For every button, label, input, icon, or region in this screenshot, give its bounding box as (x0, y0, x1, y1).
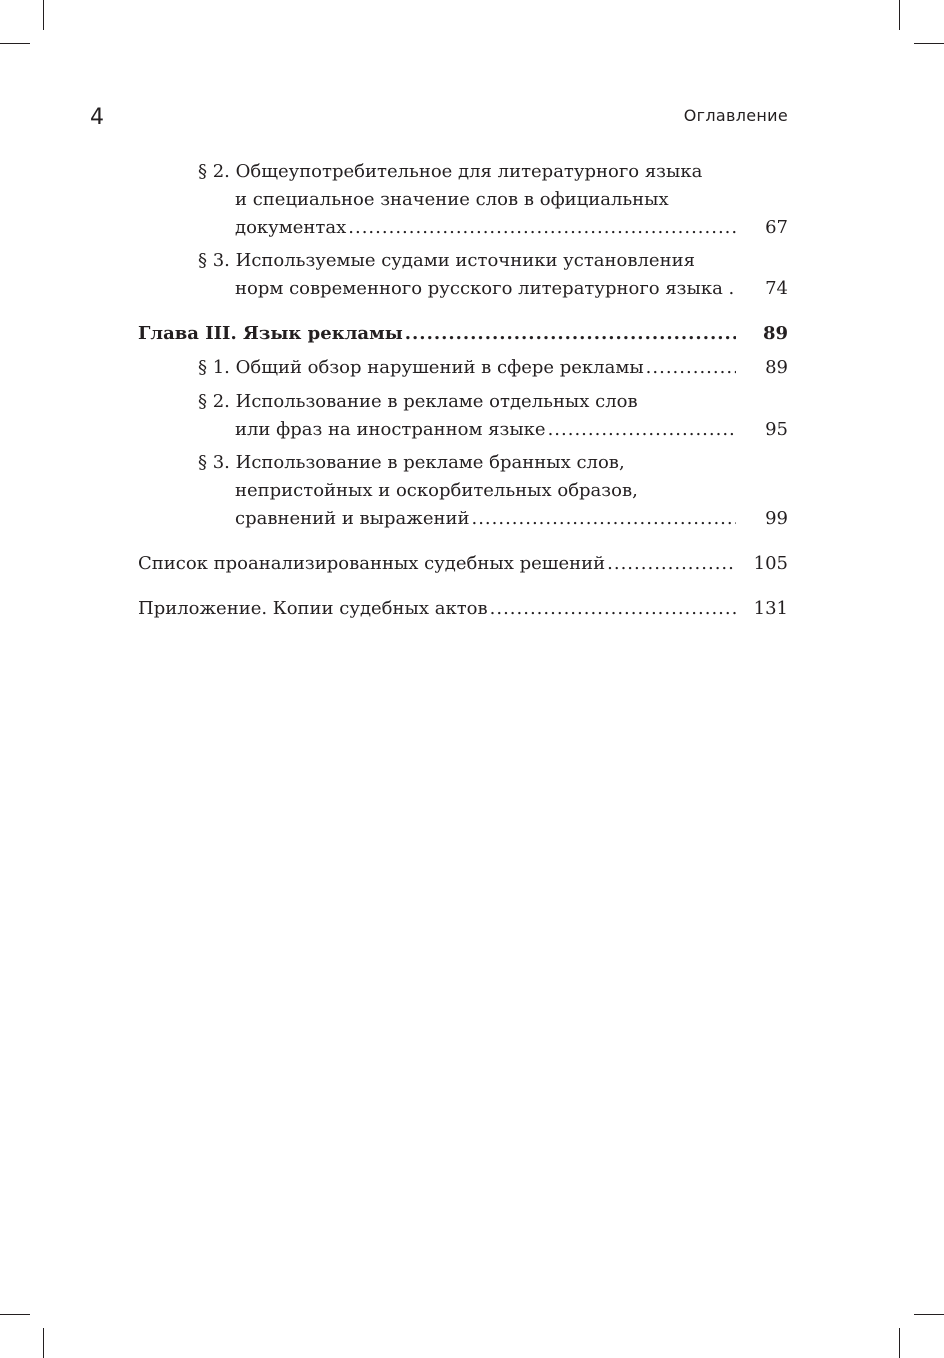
running-head: Оглавление (683, 106, 788, 125)
page-number: 4 (90, 105, 104, 130)
toc-entry-page: 99 (765, 508, 788, 529)
toc-entry-title-line: Приложение. Копии судебных актов (138, 598, 488, 619)
toc-entry-title-line: непристойных и оскорбительных образов, (235, 480, 638, 501)
toc-entry[interactable] (138, 449, 788, 533)
toc-entry-page: 67 (765, 217, 788, 238)
crop-mark (899, 1328, 900, 1358)
crop-mark (914, 43, 944, 44)
crop-mark (43, 0, 44, 30)
toc-entry-title-line: или фраз на иностранном языке (235, 419, 546, 440)
toc-entry[interactable] (138, 158, 788, 242)
dot-leader (348, 214, 736, 242)
toc-chapter-title: Глава III. Язык рекламы (138, 323, 403, 344)
toc-entry-page: 74 (765, 278, 788, 299)
toc-entry-title-line: документах (235, 217, 347, 238)
toc-entry-page: 105 (753, 553, 788, 574)
toc-entry-title-line: § 2. Общеупотребительное для литературного языка (198, 161, 703, 182)
table-of-contents (138, 158, 788, 623)
dot-leader (646, 354, 736, 382)
toc-entry[interactable] (138, 388, 788, 444)
toc-entry-title-line: § 1. Общий обзор нарушений в сфере рекламы (198, 357, 644, 378)
toc-entry[interactable] (138, 595, 788, 623)
dot-leader (548, 416, 736, 444)
toc-chapter[interactable] (138, 320, 788, 348)
toc-entry-page: 89 (765, 357, 788, 378)
toc-entry-title-line: сравнений и выражений (235, 508, 470, 529)
toc-entry-title-line: Список проанализированных судебных решений (138, 553, 606, 574)
toc-entry[interactable] (138, 550, 788, 578)
toc-entry-page: 95 (765, 419, 788, 440)
toc-entry[interactable] (138, 247, 788, 303)
toc-entry-title-line: § 3. Использование в рекламе бранных слов, (198, 452, 625, 473)
toc-entry-page: 131 (753, 598, 788, 619)
crop-mark (43, 1328, 44, 1358)
crop-mark (899, 0, 900, 30)
dot-leader (607, 550, 736, 578)
crop-mark (0, 43, 30, 44)
toc-entry-title-line: § 3. Используемые судами источники установления (198, 250, 695, 271)
crop-mark (914, 1314, 944, 1315)
toc-entry-title-line: § 2. Использование в рекламе отдельных слов (198, 391, 638, 412)
toc-chapter-page: 89 (762, 323, 788, 344)
toc-entry-title-line: норм современного русского литературного языка . (235, 278, 735, 299)
toc-entry-title-line: и специальное значение слов в официальных (235, 189, 669, 210)
dot-leader (405, 320, 736, 348)
crop-mark (0, 1314, 30, 1315)
dot-leader (490, 595, 736, 623)
toc-entry[interactable] (138, 354, 788, 382)
dot-leader (471, 505, 736, 533)
